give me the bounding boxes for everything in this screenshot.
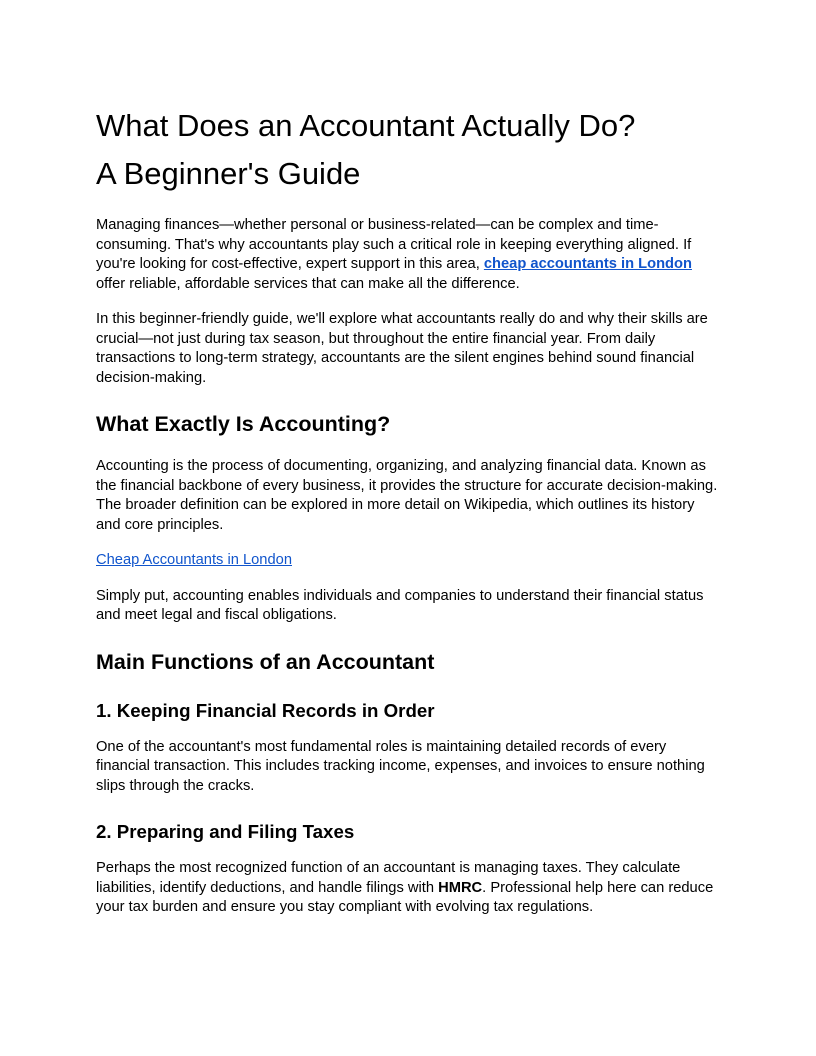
document-title [96, 102, 720, 198]
document-title-line-1: What Does an Accountant Actually Do? [96, 108, 636, 143]
intro-paragraph-1-text-after: offer reliable, affordable services that can make all the difference. [96, 275, 520, 292]
section-heading-what-is-accounting: What Exactly Is Accounting? [96, 412, 391, 436]
cheap-accountants-standalone-link[interactable]: Cheap Accountants in London [96, 552, 292, 568]
subsection-heading-keeping-records: 1. Keeping Financial Records in Order [96, 699, 435, 721]
intro-paragraph-2: In this beginner-friendly guide, we'll explore what accountants really do and why their skills are crucial—not just during tax season, but throughout the entire financial year. From daily transactions to long-term strategy, accountants are the silent engines behind sound financial decision-making. [96, 311, 708, 386]
subsection-heading-filing-taxes: 2. Preparing and Filing Taxes [96, 821, 355, 842]
standalone-link-paragraph [96, 551, 720, 571]
cheap-accountants-inline-link[interactable]: cheap accountants in London [483, 256, 692, 272]
keeping-records-paragraph: One of the accountant's most fundamental roles is maintaining detailed records of every financial transaction. This includes tracking income, expenses, and invoices to ensure nothing slips through the cracks. [96, 738, 705, 794]
intro-paragraph-1 [96, 216, 720, 294]
what-is-accounting-paragraph: Accounting is the process of documenting, organizing, and analyzing financial data. Known as the financial backbone of every business, it provides the structure for accurate decision-making. The broader definition can be explored in more detail on Wikipedia, which outlines its history and core principles. [96, 458, 718, 533]
filing-taxes-text: Perhaps the most recognized function of an accountant is managing taxes. They calculate liabilities, identify deductions, and handle filings with [96, 860, 681, 896]
filing-taxes-text-after: . Professional help here can reduce your tax burden and ensure you stay compliant with evolving tax regulations. [96, 879, 714, 915]
hmrc-bold-text: HMRC [438, 879, 483, 896]
what-is-accounting-paragraph-2: Simply put, accounting enables individuals and companies to understand their financial status and meet legal and fiscal obligations. [96, 587, 704, 623]
intro-paragraph-1-text: Managing finances—whether personal or business-related—can be complex and time-consuming. That's why accountants play such a critical role in keeping everything aligned. If you're looking for cost-effective, expert support in this area, [96, 217, 692, 272]
document-title-line-2: A Beginner's Guide [96, 156, 361, 191]
filing-taxes-paragraph [96, 859, 720, 918]
section-heading-main-functions: Main Functions of an Accountant [96, 649, 435, 674]
